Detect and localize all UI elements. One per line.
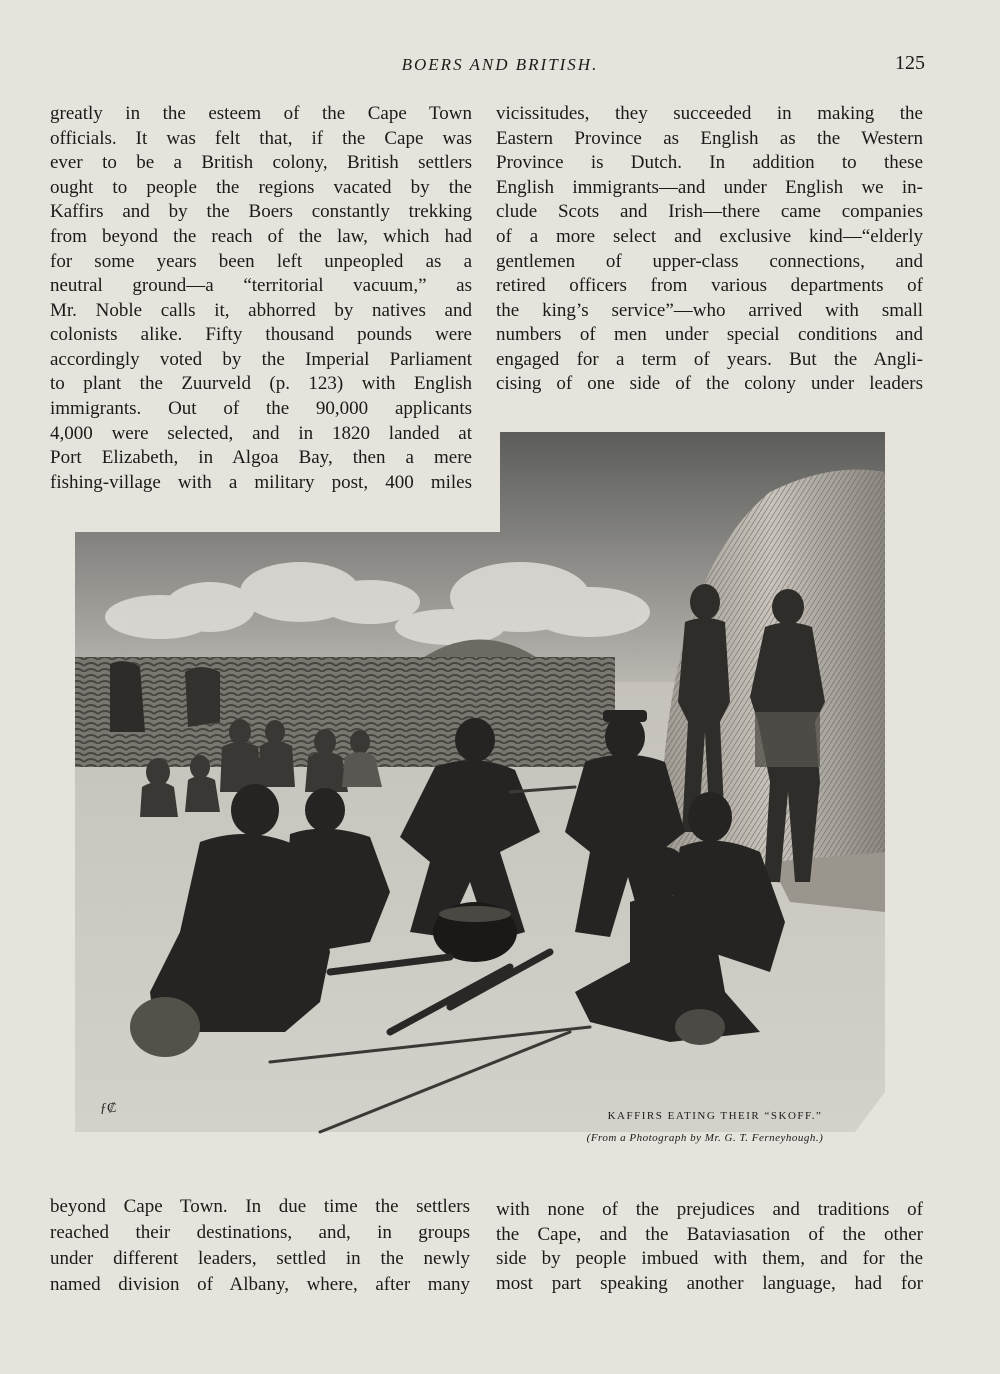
text-line: reached their destinations, and, in groups [50,1222,470,1243]
text-line: the Cape, and the Bataviasation of the other [496,1224,923,1245]
text-line: clude Scots and Irish—there came companies [496,201,923,222]
text-line: ought to people the regions vacated by the [50,177,472,198]
text-line: 4,000 were selected, and in 1820 landed at [50,423,472,444]
text-line: engaged for a term of years. But the Angli- [496,349,923,370]
text-line: neutral ground—a “territorial vacuum,” as [50,275,472,296]
text-line: Province is Dutch. In addition to these [496,152,923,173]
text-line: English immigrants—and under English we in- [496,177,923,198]
text-line: beyond Cape Town. In due time the settlers [50,1196,470,1217]
text-line: from beyond the reach of the law, which had [50,226,472,247]
text-line: Kaffirs and by the Boers constantly trekking [50,201,472,222]
text-line: for some years been left unpeopled as a [50,251,472,272]
text-line: to plant the Zuurveld (p. 123) with English [50,373,472,394]
engraver-monogram: ƒ₡ [100,1101,117,1116]
text-line: most part speaking another language, had for [496,1273,923,1294]
text-line: colonists alike. Fifty thousand pounds were [50,324,472,345]
text-line: the king’s service”—who arrived with small [496,300,923,321]
text-line: Mr. Noble calls it, abhorred by natives and [50,300,472,321]
text-line: under different leaders, settled in the newly [50,1248,470,1269]
text-line: fishing-village with a military post, 400 miles [50,472,472,493]
text-line: retired officers from various departments of [496,275,923,296]
text-line: named division of Albany, where, after many [50,1274,470,1295]
text-line: officials. It was felt that, if the Cape was [50,128,472,149]
text-line: Port Elizabeth, in Algoa Bay, then a mere [50,447,472,468]
text-line: of a more select and exclusive kind—“elderly [496,226,923,247]
text-line: side by people imbued with them, and for the [496,1248,923,1269]
text-line: Eastern Province as English as the Western [496,128,923,149]
text-line: with none of the prejudices and traditions of [496,1199,923,1220]
text-line: greatly in the esteem of the Cape Town [50,103,472,124]
photograph-kaffirs-eating [70,432,890,1142]
figure-caption-title: KAFFIRS EATING THEIR “SKOFF.” [607,1110,823,1122]
figure-caption-credit: (From a Photograph by Mr. G. T. Ferneyhough.) [586,1132,824,1144]
running-title: BOERS AND BRITISH. [401,55,599,74]
text-line: vicissitudes, they succeeded in making the [496,103,923,124]
page-number: 125 [895,52,925,74]
text-line: immigrants. Out of the 90,000 applicants [50,398,472,419]
text-line: gentlemen of upper-class connections, and [496,251,923,272]
text-line: accordingly voted by the Imperial Parliament [50,349,472,370]
text-line: numbers of men under special conditions and [496,324,923,345]
text-line: ever to be a British colony, British settlers [50,152,472,173]
photograph-illustration [70,432,890,1142]
text-line: cising of one side of the colony under leaders [496,373,923,394]
